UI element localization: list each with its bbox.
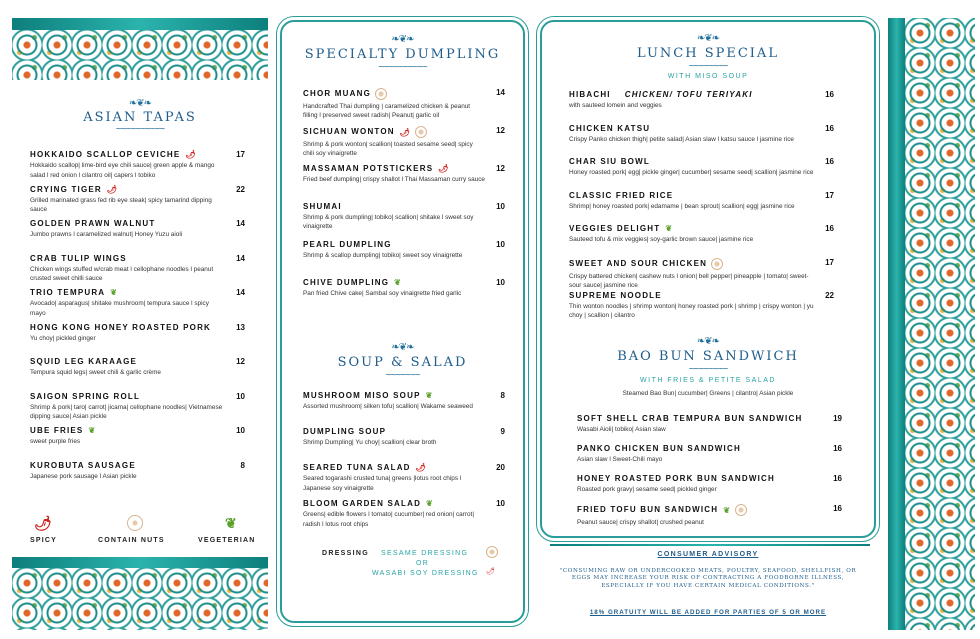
ornament-side <box>905 18 975 630</box>
spicy-icon: 🌶 <box>415 463 428 473</box>
side-teal-bar <box>888 18 905 630</box>
item-price: 14 <box>496 88 505 97</box>
menu-item <box>30 357 245 392</box>
item-name <box>30 254 245 263</box>
advisory-title: CONSUMER ADVISORY <box>657 551 759 558</box>
menu-item <box>569 191 834 225</box>
item-description: Yu choy| pickled ginger <box>30 334 96 342</box>
flourish: ~~~~~~~~~~ <box>378 62 427 73</box>
item-price: 12 <box>236 357 245 366</box>
item-name <box>569 124 834 133</box>
item-name-text: SWEET AND SOUR CHICKEN <box>569 258 708 268</box>
dressing-sesame: SESAME DRESSING <box>381 550 469 557</box>
item-price: 16 <box>825 157 834 166</box>
item-name <box>30 426 245 435</box>
dumpling-list <box>303 88 505 316</box>
flourish: ❧❦❧ <box>391 342 414 353</box>
menu-item <box>577 444 842 474</box>
item-name <box>303 499 505 508</box>
item-name <box>303 126 505 138</box>
item-name <box>577 474 842 483</box>
item-price: 19 <box>833 414 842 423</box>
item-price: 10 <box>496 202 505 211</box>
item-description: Honey roasted pork| egg| pickle ginger| cucumber| sesame seed| scallion| jasmine rice <box>569 169 814 176</box>
item-description: Tempura squid legs| sweet chili & garlic crème <box>30 369 161 376</box>
menu-item <box>30 288 245 323</box>
item-name-text: SUPREME NOODLE <box>569 291 662 300</box>
soup-list <box>303 391 505 535</box>
item-description: Seared togarashi crusted tuna| greens |lotus root chips l Japanese soy vinaigrette <box>303 475 462 492</box>
item-description: Sauteed tofu & mix veggies| soy-garlic brown sauce| jasmine rice <box>569 236 754 244</box>
ornament-top <box>12 30 268 80</box>
item-price: 16 <box>825 123 834 133</box>
item-description: Shrimp & pork| taro| carrot| jicama| cellophane noodles| Vietnamese dipping sauce| Asian pickle <box>30 403 223 420</box>
item-name <box>30 392 245 401</box>
item-name <box>569 90 834 99</box>
item-name-text: SOFT SHELL CRAB TEMPURA BUN SANDWICH <box>577 414 803 423</box>
item-name-text: CHAR SIU BOWL <box>569 157 650 166</box>
menu-item <box>303 164 505 202</box>
item-description: Greens| edible flowers l tomato| cucumber| red onion| carrot| radish l lotus root chips <box>303 511 474 528</box>
menu-item <box>303 499 505 535</box>
flourish: ~~~~~~~~ <box>688 61 728 72</box>
item-name-text: FRIED TOFU BUN SANDWICH <box>577 505 719 515</box>
leaf-icon: ❦ <box>225 515 238 531</box>
item-price: 14 <box>236 219 245 228</box>
item-name-text: PEARL DUMPLING <box>303 240 392 249</box>
item-name-text: BLOOM GARDEN SALAD <box>303 499 422 508</box>
item-name-text: DUMPLING SOUP <box>303 427 387 436</box>
gratuity-note: 18% GRATUITY WILL BE ADDED FOR PARTIES OF 5 OR MORE <box>589 609 827 616</box>
menu-item <box>303 427 505 463</box>
menu-item <box>303 391 505 427</box>
item-description: Japanese pork sausage l Asian pickle <box>30 472 137 480</box>
item-name-text: SICHUAN WONTON <box>303 127 395 137</box>
menu-item <box>569 90 834 124</box>
legend <box>20 515 260 550</box>
item-name-text: CRYING TIGER <box>30 184 102 194</box>
item-name <box>569 191 834 200</box>
item-description: Chicken wings stuffed w/crab meat l cellophane noodles l peanut crusted sweet chilli sauce <box>30 265 214 282</box>
menu-item <box>569 258 834 292</box>
item-name <box>577 504 842 516</box>
item-description: Assorted mushroom| silken tofu| scallion| Wakame seaweed <box>303 403 473 411</box>
dressing-or: OR <box>416 560 430 567</box>
item-name <box>30 461 245 470</box>
tapas-list <box>30 150 245 495</box>
section-title-tapas: ASIAN TAPAS <box>83 110 197 125</box>
nuts-icon <box>127 515 143 531</box>
item-price: 8 <box>500 391 505 400</box>
dressing-label: DRESSING <box>322 550 369 557</box>
menu-item <box>569 157 834 191</box>
item-name <box>303 427 505 436</box>
menu-item <box>303 278 505 316</box>
item-price: 17 <box>825 257 834 267</box>
item-description: Shrimp & pork wonton| scallion| toasted sesame seed| spicy chili soy vinaigrette <box>303 141 473 158</box>
item-price: 22 <box>825 291 834 300</box>
item-name <box>30 185 245 194</box>
flourish: ~~~~~~~~~~ <box>115 124 165 135</box>
item-price: 10 <box>496 278 505 287</box>
top-teal-bar <box>12 18 268 30</box>
item-name <box>569 291 834 300</box>
item-name-text: PANKO CHICKEN BUN SANDWICH <box>577 444 741 453</box>
item-price: 17 <box>825 190 834 200</box>
item-name-text: HIBACHI <box>569 90 611 99</box>
item-price: 13 <box>236 322 245 332</box>
item-price: 9 <box>500 427 505 436</box>
menu-item <box>569 291 834 325</box>
item-name-text: CHIVE DUMPLING <box>303 278 390 287</box>
item-name <box>30 357 245 366</box>
item-name-text: MUSHROOM MISO SOUP <box>303 391 421 400</box>
menu-item <box>30 150 245 185</box>
section-title-lunch: LUNCH SPECIAL <box>637 46 779 61</box>
leaf-icon: ❦ <box>425 391 434 401</box>
item-price: 10 <box>236 426 245 435</box>
item-name <box>30 219 245 228</box>
spicy-icon: 🌶 <box>34 515 53 531</box>
bao-description: Steamed Bao Bun| cucumber| Greens | cilantro| Asian pickle <box>622 390 794 397</box>
item-name <box>303 391 505 400</box>
menu-item <box>30 254 245 289</box>
item-name <box>303 202 505 211</box>
bottom-teal-bar <box>12 557 268 568</box>
flourish: ❧❦❧ <box>391 34 414 45</box>
item-price: 20 <box>496 463 505 472</box>
item-name-extra: CHICKEN/ TOFU TERIYAKI <box>624 90 753 99</box>
advisory-text: "CONSUMING RAW OR UNDERCOOKED MEATS, POULTRY, SEAFOOD, SHELLFISH, OR EGGS MAY INCREASE YOUR RISK OF CONTRACTING A FOODBORNE ILLNESS, ESPECIALLY IF YOU HAVE CERTAIN MEDICAL CONDITIONS." <box>559 568 857 589</box>
nuts-icon <box>415 126 427 138</box>
item-name-text: HOKKAIDO SCALLOP CEVICHE <box>30 150 181 159</box>
menu-item <box>30 392 245 427</box>
item-price: 22 <box>236 184 245 194</box>
menu-item <box>577 414 842 444</box>
spicy-icon: 🌶 <box>486 568 497 575</box>
flourish: ~~~~~~~~ <box>688 364 728 375</box>
nuts-icon <box>486 546 498 558</box>
menu-item <box>577 474 842 504</box>
item-price: 12 <box>496 164 505 173</box>
lunch-subtitle: WITH MISO SOUP <box>667 73 749 80</box>
spicy-icon: 🌶 <box>106 184 119 194</box>
menu-item <box>303 88 505 126</box>
menu-item <box>303 463 505 499</box>
item-description: Crispy Panko chicken thigh| petite salad| Asian slaw l katsu sauce l jasmine rice <box>569 135 794 143</box>
item-price: 16 <box>833 444 842 453</box>
item-description: Hokkaido scallop| lime-bird eye chili sauce| green apple & mango salad l red onion l cilantro oil| capers l tobiko <box>30 162 215 179</box>
item-name-text: UBE FRIES <box>30 426 84 435</box>
bao-list <box>577 414 842 534</box>
item-description: Shrimp| honey roasted pork| edamame | bean sprout| scallion| egg| jasmine rice <box>569 202 795 210</box>
item-name <box>569 157 834 166</box>
item-name-text: SQUID LEG KARAAGE <box>30 357 138 366</box>
item-name-text: HONEY ROASTED PORK BUN SANDWICH <box>577 474 775 483</box>
item-name <box>30 150 245 159</box>
item-name <box>569 258 834 270</box>
item-description: Asian slaw l Sweet-Chili mayo <box>577 456 663 463</box>
item-name <box>303 463 505 472</box>
item-name <box>303 88 505 100</box>
leaf-icon: ❦ <box>110 288 119 298</box>
item-price: 16 <box>825 224 834 233</box>
menu-item <box>303 240 505 278</box>
item-description: Wasabi Aioli| tobiko| Asian slaw <box>577 426 666 433</box>
ornament-bottom <box>12 568 268 630</box>
item-name-text: CHICKEN KATSU <box>569 123 651 133</box>
item-description: Peanut sauce| crispy shallot| crushed peanut <box>577 519 704 526</box>
item-name <box>303 240 505 249</box>
item-name-text: CHOR MUANG <box>303 89 371 99</box>
item-price: 16 <box>833 474 842 483</box>
dressing <box>290 548 515 583</box>
item-description: sweet purple fries <box>30 438 81 446</box>
item-name <box>30 323 245 332</box>
menu-item <box>30 461 245 496</box>
item-name <box>303 164 505 173</box>
flourish: ❧❦❧ <box>696 336 720 347</box>
legend-nuts: CONTAIN NUTS <box>98 537 165 544</box>
menu-item <box>303 202 505 240</box>
item-name-text: CLASSIC FRIED RICE <box>569 190 674 200</box>
item-name <box>577 414 842 423</box>
item-description: Shrimp & pork dumpling| tobiko| scallion| shitake l sweet soy vinaigrette <box>303 214 474 231</box>
spicy-icon: 🌶 <box>438 164 450 174</box>
item-description: Grilled marinated grass fed rib eye steak| spicy tamarind dipping sauce <box>30 196 212 214</box>
item-name <box>569 224 834 233</box>
item-name-text: HONG KONG HONEY ROASTED PORK <box>30 322 212 332</box>
legend-veg: VEGETERIAN <box>198 537 256 544</box>
item-price: 8 <box>240 460 245 470</box>
menu-item <box>30 219 245 254</box>
item-price: 16 <box>825 90 834 99</box>
item-description: Avocado| asparagus| shitake mushroom| tempura sauce l spicy mayo <box>30 300 209 317</box>
dressing-wasabi: WASABI SOY DRESSING <box>372 570 479 577</box>
leaf-icon: ❦ <box>665 224 674 234</box>
item-price: 10 <box>496 499 505 508</box>
spicy-icon: 🌶 <box>185 150 197 160</box>
item-name-text: SEARED TUNA SALAD <box>303 463 411 472</box>
bao-subtitle: WITH FRIES & PETITE SALAD <box>640 377 776 384</box>
advisory-divider <box>550 544 870 546</box>
menu-item <box>303 126 505 164</box>
flourish: ❧❦❧ <box>128 98 152 109</box>
item-description: Fried beef dumpling| crispy shallot l Thai Massaman curry sauce <box>303 176 485 184</box>
item-description: Crispy battered chicken| cashew nuts l onion| bell pepper| pineapple | tomato| sweet-sour sauce| jasmine rice <box>569 272 809 289</box>
menu-item <box>30 426 245 461</box>
menu-item <box>577 504 842 534</box>
item-name-text: MASSAMAN POTSTICKERS <box>303 164 434 173</box>
item-description: Roasted pork gravy| sesame seed| pickled ginger <box>577 486 717 493</box>
item-price: 17 <box>236 150 245 159</box>
item-name-text: TRIO TEMPURA <box>30 288 106 297</box>
item-price: 16 <box>833 504 842 513</box>
item-description: Shrimp & scallop dumpling| tobiko| sweet soy vinaigrette <box>303 252 463 259</box>
section-title-bao: BAO BUN SANDWICH <box>617 349 799 364</box>
menu-item <box>569 124 834 158</box>
item-name <box>303 278 505 287</box>
menu-item <box>569 224 834 258</box>
item-price: 14 <box>236 288 245 297</box>
item-description: Jumbo prawns l caramelized walnut| Honey Yuzu aioli <box>30 231 183 238</box>
leaf-icon: ❦ <box>394 278 403 288</box>
item-name-text: GOLDEN PRAWN WALNUT <box>30 219 156 228</box>
flourish: ❧❦❧ <box>696 33 720 44</box>
item-name-text: CRAB TULIP WINGS <box>30 253 127 263</box>
spicy-icon: 🌶 <box>399 127 412 137</box>
item-description: with sauteed lomein and veggies <box>569 102 662 109</box>
leaf-icon: ❦ <box>426 499 434 509</box>
item-price: 12 <box>496 126 505 135</box>
item-description: Thin wonton noodles | shrimp wonton| honey roasted pork | shrimp | crispy wonton | yu choy | scallion | cilantro <box>569 303 814 320</box>
item-name-text: VEGGIES DELIGHT <box>569 224 661 233</box>
item-name-text: SHUMAI <box>303 202 342 211</box>
legend-spicy: SPICY <box>30 537 58 544</box>
nuts-icon <box>735 504 747 516</box>
section-title-dumpling: SPECIALTY DUMPLING <box>304 47 501 62</box>
lunch-list <box>569 90 834 325</box>
section-title-soup: SOUP & SALAD <box>337 355 468 370</box>
flourish: ~~~~~~~ <box>385 370 420 381</box>
item-name <box>30 288 245 297</box>
item-price: 10 <box>236 391 245 401</box>
item-name-text: KUROBUTA SAUSAGE <box>30 460 136 470</box>
item-description: Shrimp Dumpling| Yu choy| scallion| clear broth <box>303 439 437 446</box>
leaf-icon: ❦ <box>723 505 732 515</box>
menu-item <box>30 323 245 358</box>
item-name-text: SAIGON SPRING ROLL <box>30 391 141 401</box>
nuts-icon <box>375 88 387 100</box>
leaf-icon: ❦ <box>88 426 97 436</box>
item-description: Handcrafted Thai dumpling | caramelized chicken & peanut filling l preserved sweet radish| Peanut| garlic oil <box>303 103 471 120</box>
nuts-icon <box>711 258 723 270</box>
item-name <box>577 444 842 453</box>
item-price: 14 <box>236 253 245 263</box>
item-description: Pan fried Chive cake| Sambal soy vinaigrette fried garlic <box>303 290 462 298</box>
item-price: 10 <box>496 240 505 249</box>
menu-item <box>30 185 245 220</box>
